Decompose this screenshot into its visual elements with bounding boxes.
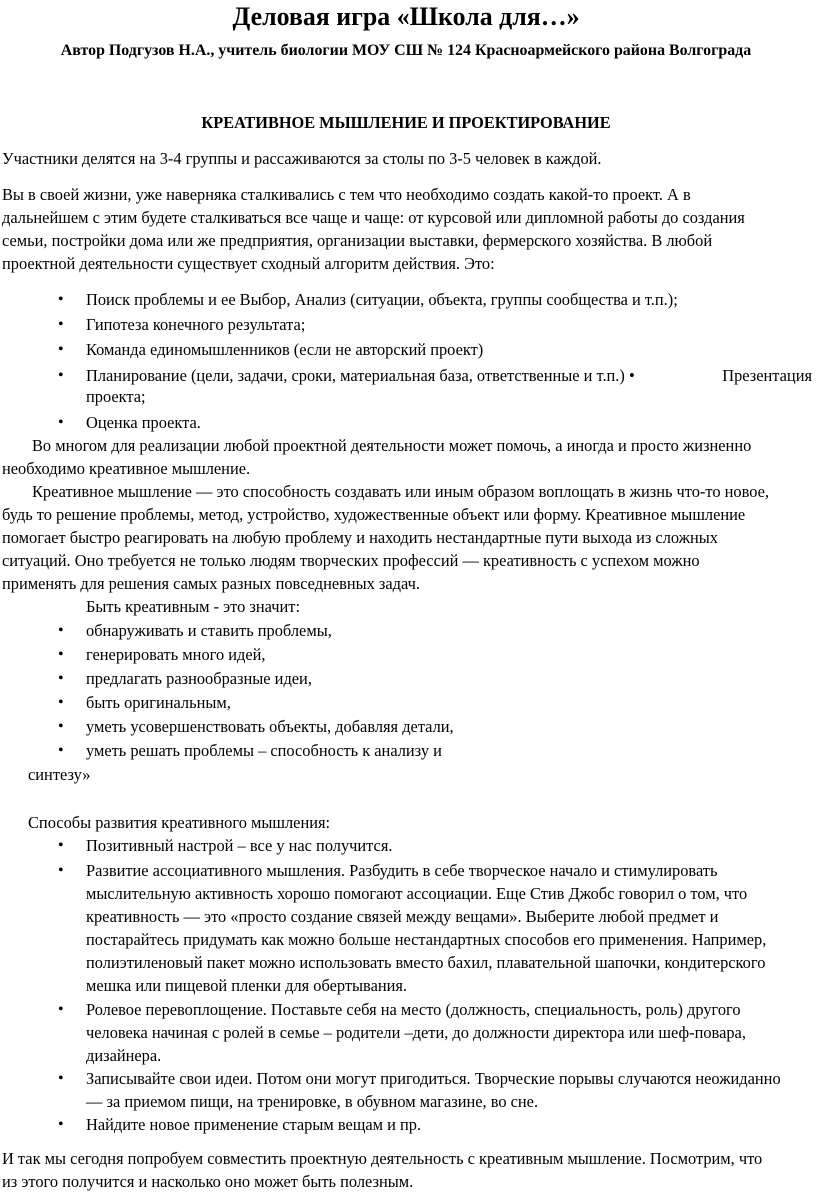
text-line: помогает быстро реагировать на любую проблему и находить нестандартные пути выхода из сложных bbox=[2, 528, 718, 547]
document-title: Деловая игра «Школа для…» bbox=[232, 2, 580, 31]
list-tail: синтезу» bbox=[28, 765, 91, 784]
bullet-icon: • bbox=[58, 718, 64, 735]
list-item-continuation: мешка или пищевой пленки для обертывания. bbox=[86, 976, 408, 995]
list-item-continuation: дизайнера. bbox=[86, 1046, 162, 1065]
bullet-icon: • bbox=[58, 1070, 64, 1087]
text-line: ситуаций. Оно требуется не только людям творческих профессий — креативность с успехом можно bbox=[2, 551, 700, 570]
methods-intro: Способы развития креативного мышления: bbox=[28, 813, 331, 832]
list-item: Позитивный настрой – все у нас получится. bbox=[86, 836, 393, 855]
bullet-icon: • bbox=[58, 1116, 64, 1133]
list-item-continuation: человека начиная с ролей в семье – родители –дети, до должности директора или шеф-повара, bbox=[86, 1023, 746, 1042]
list-item-continuation: постарайтесь придумать как можно больше нестандартных способов его применения. Например, bbox=[86, 930, 767, 949]
list-item: предлагать разнообразные идеи, bbox=[86, 669, 312, 688]
bullet-icon: • bbox=[58, 341, 64, 358]
list-item: Гипотеза конечного результата; bbox=[86, 315, 306, 334]
text-line: из этого получится и насколько оно может быть полезным. bbox=[2, 1172, 414, 1191]
bullet-icon: • bbox=[58, 291, 64, 308]
text-line: Креативное мышление — это способность создавать или иным образом воплощать в жизнь что-то новое, bbox=[32, 482, 769, 501]
text-line: будь то решение проблемы, метод, устройство, художественные объект или форму. Креативное мышление bbox=[2, 505, 746, 524]
section-heading: КРЕАТИВНОЕ МЫШЛЕНИЕ И ПРОЕКТИРОВАНИЕ bbox=[201, 113, 611, 132]
text-line: необходимо креативное мышление. bbox=[2, 459, 251, 478]
bullet-icon: • bbox=[58, 367, 64, 384]
text-line: проектной деятельности существует сходный алгоритм действия. Это: bbox=[2, 254, 495, 273]
text-line: дальнейшем с этим будете сталкиваться все чаще и чаще: от курсовой или дипломной работы до создания bbox=[2, 208, 745, 227]
list-item-continuation: полиэтиленовый пакет можно использовать вместо бахил, плавательной шапочки, кондитерского bbox=[86, 953, 766, 972]
text-line: семьи, постройки дома или же предприятия, организации выставки, фермерского хозяйства. В любой bbox=[2, 231, 713, 250]
list-item-continuation: Презентация bbox=[722, 366, 812, 385]
bullet-icon: • bbox=[58, 670, 64, 687]
list-item-continuation: креативность — это «просто создание связей между вещами». Выберите любой предмет и bbox=[86, 907, 719, 926]
bullet-icon: • bbox=[58, 694, 64, 711]
text-line: Во многом для реализации любой проектной деятельности может помочь, а иногда и просто жизненно bbox=[32, 436, 752, 455]
list-item: Оценка проекта. bbox=[86, 413, 201, 432]
bullet-icon: • bbox=[58, 316, 64, 333]
bullet-icon: • bbox=[58, 837, 64, 854]
list-item: Команда единомышленников (если не авторский проект) bbox=[86, 340, 484, 359]
list-item: быть оригинальным, bbox=[86, 693, 231, 712]
text-line: И так мы сегодня попробуем совместить проектную деятельность с креативным мышление. Посмотрим, что bbox=[2, 1149, 763, 1168]
creative-intro: Быть креативным - это значит: bbox=[86, 597, 300, 616]
bullet-icon: • bbox=[58, 646, 64, 663]
bullet-icon: • bbox=[58, 862, 64, 879]
author-line: Автор Подгузов Н.А., учитель биологии МОУ СШ № 124 Красноармейского района Волгограда bbox=[60, 42, 752, 59]
groups-note: Участники делятся на 3-4 группы и рассаживаются за столы по 3-5 человек в каждой. bbox=[2, 149, 602, 168]
bullet-icon: • bbox=[58, 1001, 64, 1018]
text-line: Вы в своей жизни, уже наверняка сталкивались с тем что необходимо создать какой-то проект. А в bbox=[2, 185, 691, 204]
list-item-continuation: мыслительную активность хорошо помогают ассоциации. Еще Стив Джобс говорил о том, что bbox=[86, 884, 748, 903]
list-item: Ролевое перевоплощение. Поставьте себя на место (должность, специальность, роль) другого bbox=[86, 1000, 741, 1019]
list-item: Развитие ассоциативного мышления. Разбудить в себе творческое начало и стимулировать bbox=[86, 861, 718, 880]
list-item: генерировать много идей, bbox=[86, 645, 266, 664]
list-item: Планирование (цели, задачи, сроки, материальная база, ответственные и т.п.) • bbox=[86, 366, 635, 385]
list-item: Записывайте свои идеи. Потом они могут пригодиться. Творческие порывы случаются неожиданно bbox=[86, 1069, 781, 1088]
list-item: обнаруживать и ставить проблемы, bbox=[86, 621, 332, 640]
text-line: применять для решения самых разных повседневных задач. bbox=[2, 574, 420, 593]
list-item-continuation: проекта; bbox=[86, 387, 146, 406]
list-item-continuation: — за приемом пищи, на тренировке, в обувном магазине, во сне. bbox=[86, 1092, 539, 1111]
list-item: Найдите новое применение старым вещам и пр. bbox=[86, 1115, 422, 1134]
list-item: уметь решать проблемы – способность к анализу и bbox=[86, 741, 442, 760]
bullet-icon: • bbox=[58, 742, 64, 759]
list-item: Поиск проблемы и ее Выбор, Анализ (ситуации, объекта, группы сообщества и т.п.); bbox=[86, 290, 678, 309]
bullet-icon: • bbox=[58, 414, 64, 431]
bullet-icon: • bbox=[58, 622, 64, 639]
list-item: уметь усовершенствовать объекты, добавляя детали, bbox=[86, 717, 454, 736]
